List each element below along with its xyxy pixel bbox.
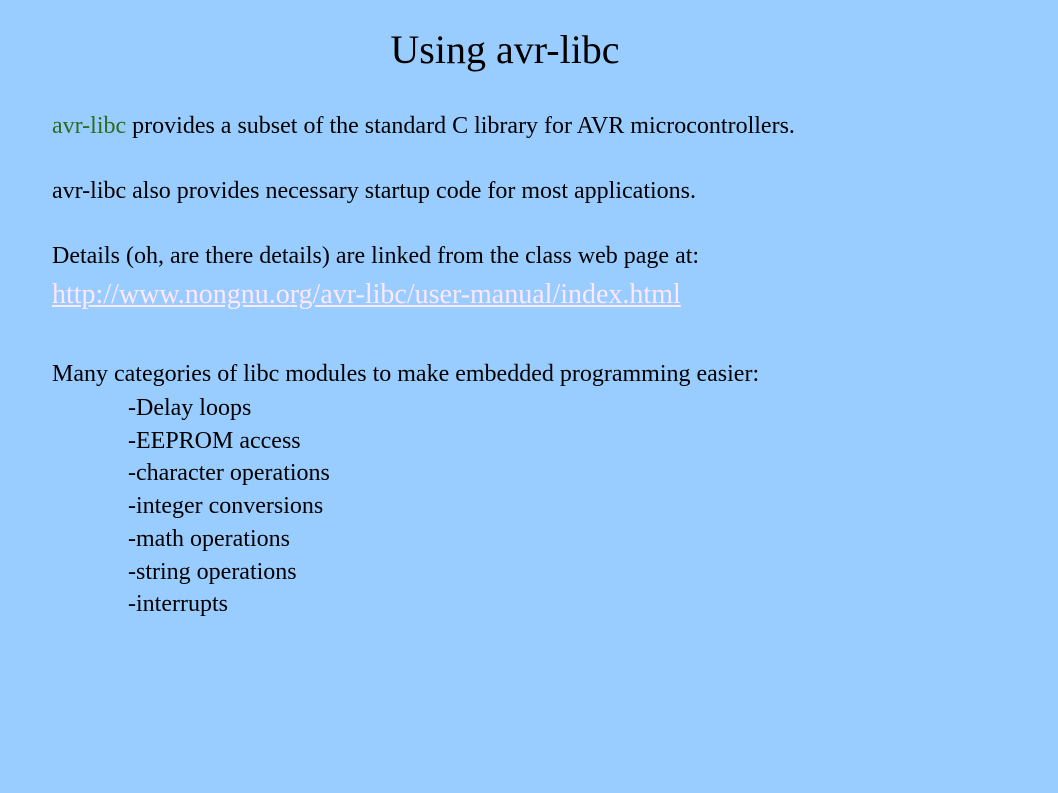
list-item: -EEPROM access	[128, 427, 301, 454]
avr-libc-term: avr-libc	[52, 113, 127, 139]
paragraph-startup: avr-libc also provides necessary startup code for most applications.	[52, 178, 696, 204]
list-item: -interrupts	[128, 591, 228, 618]
list-item: -string operations	[128, 558, 297, 585]
slide-title: Using avr-libc	[390, 27, 620, 72]
paragraph-details: Details (oh, are there details) are linked from the class web page at:	[52, 243, 700, 269]
list-item: -character operations	[128, 460, 330, 487]
list-item: -Delay loops	[128, 395, 252, 421]
list-item: -math operations	[128, 525, 290, 552]
paragraph-subset-text: provides a subset of the standard C library for AVR microcontrollers.	[126, 113, 795, 139]
paragraph-categories: Many categories of libc modules to make embedded programming easier:	[52, 361, 760, 387]
manual-link[interactable]: http://www.nongnu.org/avr-libc/user-manual/index.html	[52, 279, 681, 310]
paragraph-subset	[52, 110, 795, 142]
list-item: -integer conversions	[128, 493, 324, 520]
categories-list	[128, 392, 330, 621]
